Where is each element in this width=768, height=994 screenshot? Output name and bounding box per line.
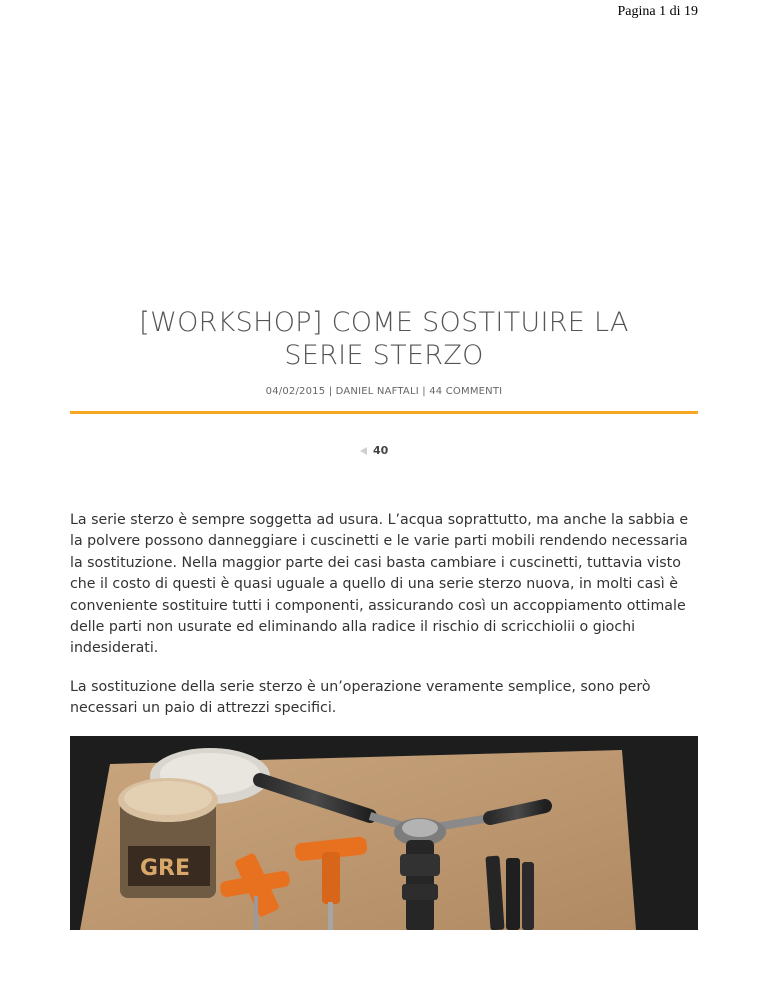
meta-separator: |: [325, 386, 336, 397]
meta-separator: |: [418, 386, 430, 397]
article-title-line-1: [WORKSHOP] COME SOSTITUIRE LA: [139, 307, 629, 338]
article-author-link[interactable]: DANIEL NAFTALI: [335, 386, 419, 397]
tools-photo-illustration: [70, 736, 698, 930]
article-title: [70, 306, 698, 372]
share-arrow-icon: [360, 447, 367, 455]
article-title-line-2: SERIE STERZO: [284, 340, 484, 371]
share-count: 40: [373, 444, 389, 457]
article-date: 04/02/2015: [265, 386, 326, 397]
headset-tool-2: [506, 858, 520, 930]
share-counter[interactable]: [360, 444, 388, 457]
jar-label-text: GRE: [140, 856, 191, 881]
accent-divider: [70, 411, 698, 414]
article-meta: [70, 386, 698, 397]
article-photo-tools: [70, 736, 698, 930]
article-paragraph-1: La serie sterzo è sempre soggetta ad usura. L’acqua soprattutto, ma anche la sabbia e la polvere possono danneggiare i cuscinetti e le varie parti mobili rendendo necessaria la sostituzione. Nella maggior parte dei casi basta cambiare i cuscinetti, tuttavia visto che il costo di questi è quasi uguale a quello di una serie sterzo nuova, in molti casì è conveniente sostituire tutti i componenti, assicurando così un accoppiamento ottimale delle parti non usurate ed eliminando alla radice il rischio di scricchiolii o giochi indesiderati.: [70, 512, 689, 657]
article-paragraph-2: La sostituzione della serie sterzo è un’operazione veramente semplice, sono però necessari un paio di attrezzi specifici.: [70, 679, 651, 717]
article-comments-link[interactable]: 44 COMMENTI: [429, 386, 503, 397]
page-number-header: Pagina 1 di 19: [617, 4, 698, 19]
